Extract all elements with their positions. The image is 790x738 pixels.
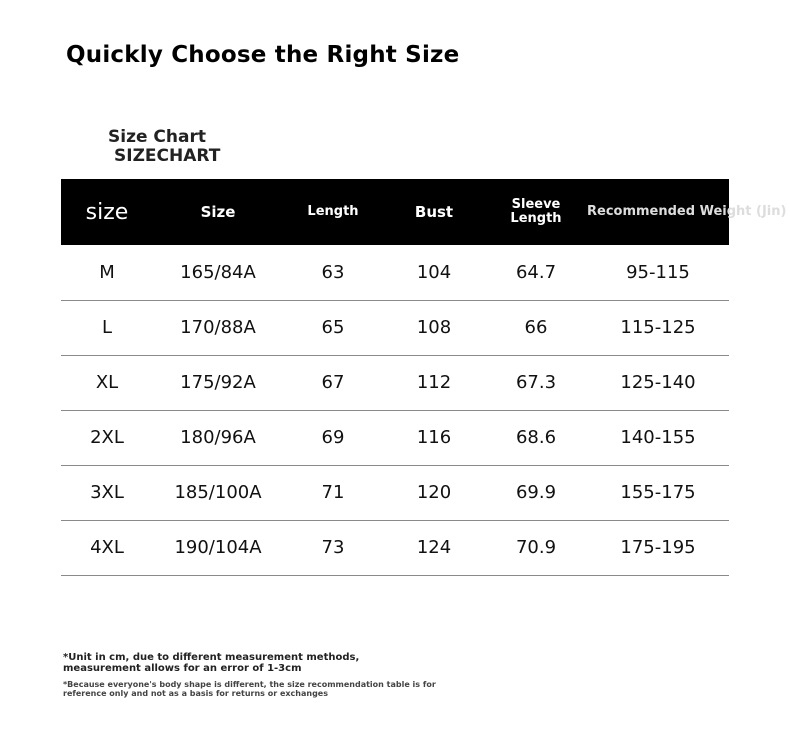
cell-size: 170/88A	[180, 317, 256, 338]
cell-size-code: 2XL	[90, 427, 124, 448]
table-row	[61, 355, 729, 410]
header-length: Length	[307, 204, 359, 219]
cell-sleeve-length: 66	[524, 317, 548, 338]
cell-weight: 140-155	[620, 427, 696, 448]
cell-bust: 120	[416, 482, 452, 503]
cell-bust: 124	[416, 537, 452, 558]
page-title: Quickly Choose the Right Size	[66, 42, 460, 68]
table-header-row	[61, 179, 729, 245]
cell-weight: 155-175	[620, 482, 696, 503]
cell-bust: 104	[416, 261, 452, 283]
footnote-measurement: *Unit in cm, due to different measurement methods, measurement allows for an error of 1-3cm	[63, 652, 360, 674]
cell-sleeve-length: 64.7	[515, 261, 557, 283]
size-chart-heading	[108, 128, 220, 166]
cell-length: 67	[321, 372, 345, 393]
cell-length: 63	[321, 261, 345, 283]
footnotes	[63, 652, 463, 698]
cell-weight: 175-195	[620, 537, 696, 558]
cell-bust: 116	[416, 427, 452, 448]
cell-size-code: XL	[95, 372, 119, 393]
cell-sleeve-length: 68.6	[515, 427, 557, 448]
table-row	[61, 410, 729, 465]
cell-sleeve-length: 70.9	[515, 537, 557, 558]
cell-length: 73	[321, 537, 345, 558]
cell-size: 180/96A	[180, 427, 256, 448]
header-sleeve-length: Sleeve Length	[510, 197, 562, 226]
size-chart-heading-line1: Size Chart	[108, 127, 206, 147]
cell-bust: 108	[416, 317, 452, 338]
footnote-disclaimer: *Because everyone's body shape is different, the size recommendation table is for reference only and not as a basis for returns or exchanges	[63, 680, 436, 698]
cell-size: 185/100A	[174, 482, 262, 503]
table-row	[61, 465, 729, 520]
header-size: Size	[200, 202, 236, 221]
cell-size: 190/104A	[174, 537, 262, 558]
size-chart-heading-line2: SIZECHART	[114, 146, 221, 166]
table-row	[61, 520, 729, 575]
cell-weight: 95-115	[626, 261, 690, 283]
header-recommended-weight: Recommended Weight (Jin)	[587, 204, 787, 219]
header-size-code: size	[85, 199, 129, 225]
table-row	[61, 300, 729, 355]
table-row	[61, 245, 729, 300]
cell-size-code: 4XL	[90, 537, 124, 558]
cell-weight: 115-125	[620, 317, 696, 338]
cell-length: 71	[321, 482, 345, 503]
header-bust: Bust	[414, 202, 454, 221]
cell-length: 69	[321, 427, 345, 448]
cell-size-code: L	[101, 317, 113, 338]
cell-size-code: M	[99, 261, 115, 283]
cell-bust: 112	[416, 372, 452, 393]
cell-size-code: 3XL	[90, 482, 124, 503]
cell-sleeve-length: 67.3	[515, 372, 557, 393]
cell-sleeve-length: 69.9	[515, 482, 557, 503]
cell-weight: 125-140	[620, 372, 696, 393]
cell-length: 65	[321, 317, 345, 338]
cell-size: 175/92A	[180, 372, 256, 393]
cell-size: 165/84A	[180, 261, 256, 283]
size-table	[61, 179, 787, 576]
